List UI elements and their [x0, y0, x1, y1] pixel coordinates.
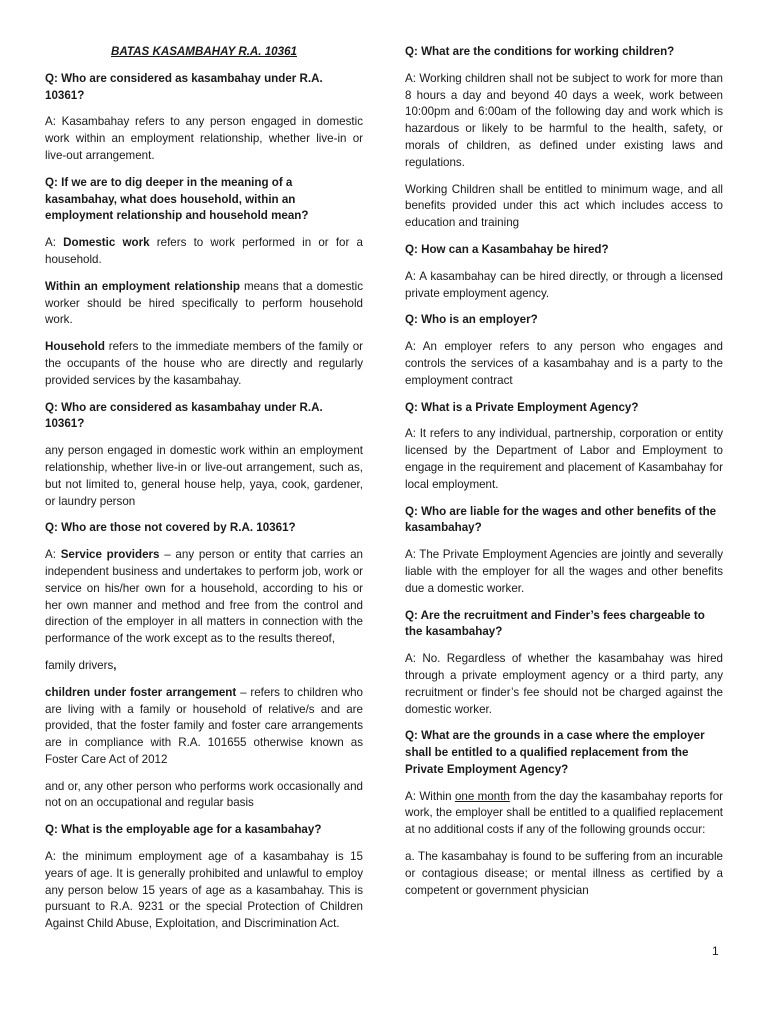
definition-text: means that a domestic worker should be hired specifically to perform household work.: [45, 279, 363, 327]
answer-paragraph: any person engaged in domestic work within an employment relationship, whether live-in or live-out arrangement, such as, but not limited to, general house help, yaya, cook, gardener, or laundry person: [45, 444, 363, 508]
answer-paragraph: and or, any other person who performs work occasionally and not on an occupational and regular basis: [45, 779, 363, 810]
definition-text: – refers to children who are living with a family or household of relative/s and are provided, that the foster family and foster care arrangements are in compliance with R.A. 101655 otherwise known as Foster Care Act of 2012: [45, 685, 363, 766]
left-column: [45, 44, 363, 943]
answer-prefix: A:: [45, 236, 64, 250]
defined-term: Service providers: [60, 548, 160, 562]
question-heading: Q: What is the employable age for a kasambahay?: [45, 823, 322, 837]
answer-prefix: A: Within: [405, 789, 455, 803]
defined-term: Domestic work: [63, 236, 150, 250]
right-column: [405, 44, 723, 909]
question-heading: Q: Who are considered as kasambahay under R.A. 10361?: [45, 400, 323, 431]
answer-paragraph: a. The kasambahay is found to be suffering from an incurable or contagious disease; or mental illness as certified by a competent or government physician: [405, 850, 723, 897]
answer-paragraph: A: No. Regardless of whether the kasambahay was hired through a private employment agency or a third party, any recruitment or finder’s fee should not be charged against the domestic worker.: [405, 652, 723, 716]
definition-text: from the day the kasambahay reports for work, the employer shall be entitled to a qualified replacement at no additional costs if any of the following grounds occur:: [405, 789, 724, 837]
answer-paragraph: [45, 279, 363, 329]
answer-paragraph: [45, 547, 363, 648]
answer-paragraph: [45, 339, 363, 389]
answer-paragraph: A: The Private Employment Agencies are jointly and severally liable with the employer for all the wages and other benefits due a domestic worker.: [405, 548, 723, 595]
definition-text: – any person or entity that carries an independent business and undertakes to perform job, work or service on his/her own for a household, according to his or her own manner and method and free from the control and direction of the employer in all matters in connection with the performance of the work except as to the results thereof,: [45, 548, 363, 646]
document-title: BATAS KASAMBAHAY R.A. 10361: [111, 45, 297, 58]
answer-paragraph: Working Children shall be entitled to minimum wage, and all benefits provided under this act which includes access to education and training: [405, 182, 723, 230]
question-heading: Q: If we are to dig deeper in the meaning of a kasambahay, what does household, within an employment relationship and household mean?: [45, 175, 309, 223]
definition-text: refers to work performed in or for a household.: [45, 236, 363, 266]
answer-paragraph: A: Working children shall not be subject to work for more than 8 hours a day and beyond 40 days a week, work between 10:00pm and 6:00am of the following day and work which is hazardous or likely to be harmful to the health, safety, or morals of children, as defined under existing laws and regulations.: [405, 71, 723, 169]
definition-text: refers to the immediate members of the family or the occupants of the house who are directly and regularly provided services by the kasambahay.: [45, 340, 363, 387]
answer-paragraph: A: Kasambahay refers to any person engaged in domestic work within an employment relationship, whether live-in or live-out arrangement.: [45, 115, 363, 162]
answer-paragraph: [45, 685, 363, 769]
answer-paragraph: A: A kasambahay can be hired directly, or through a licensed private employment agency.: [405, 269, 723, 300]
answer-paragraph: [405, 789, 723, 839]
defined-term: Household: [45, 340, 105, 354]
question-heading: Q: How can a Kasambahay be hired?: [405, 242, 609, 256]
underlined-term: one month: [454, 789, 510, 803]
question-heading: Q: Who is an employer?: [405, 313, 538, 327]
question-heading: Q: What are the grounds in a case where the employer shall be entitled to a qualified replacement from the Private Employment Agency?: [405, 729, 705, 776]
answer-paragraph: [45, 235, 363, 269]
answer-paragraph: A: It refers to any individual, partnership, corporation or entity licensed by the Department of Labor and Employment to engage in the requirement and placement of Kasambahay for local employment.: [405, 427, 723, 491]
page-number: 1: [712, 944, 719, 958]
question-heading: Q: What is a Private Employment Agency?: [405, 400, 639, 414]
defined-term: children under foster arrangement: [45, 685, 237, 699]
defined-term: Within an employment relationship: [45, 279, 240, 293]
answer-prefix: A:: [45, 548, 61, 562]
answer-paragraph: A: An employer refers to any person who engages and controls the services of a kasambahay and is a party to the employment contract: [405, 340, 723, 387]
question-heading: Q: Who are those not covered by R.A. 10361?: [45, 521, 296, 535]
comma: ,: [113, 658, 117, 672]
list-text: family drivers: [45, 658, 114, 672]
question-heading: Q: What are the conditions for working children?: [405, 45, 675, 58]
answer-paragraph: [45, 658, 363, 675]
question-heading: Q: Who are considered as kasambahay under R.A. 10361?: [45, 71, 323, 102]
answer-paragraph: A: the minimum employment age of a kasambahay is 15 years of age. It is generally prohibited and unlawful to employ any person below 15 years of age as a kasambahay. This is pursuant to R.A. 9231 or the special Protection of Children Against Child Abuse, Exploitation, and Discrimination Act.: [45, 850, 363, 931]
question-heading: Q: Who are liable for the wages and other benefits of the kasambahay?: [405, 504, 717, 535]
question-heading: Q: Are the recruitment and Finder’s fees chargeable to the kasambahay?: [405, 608, 705, 639]
